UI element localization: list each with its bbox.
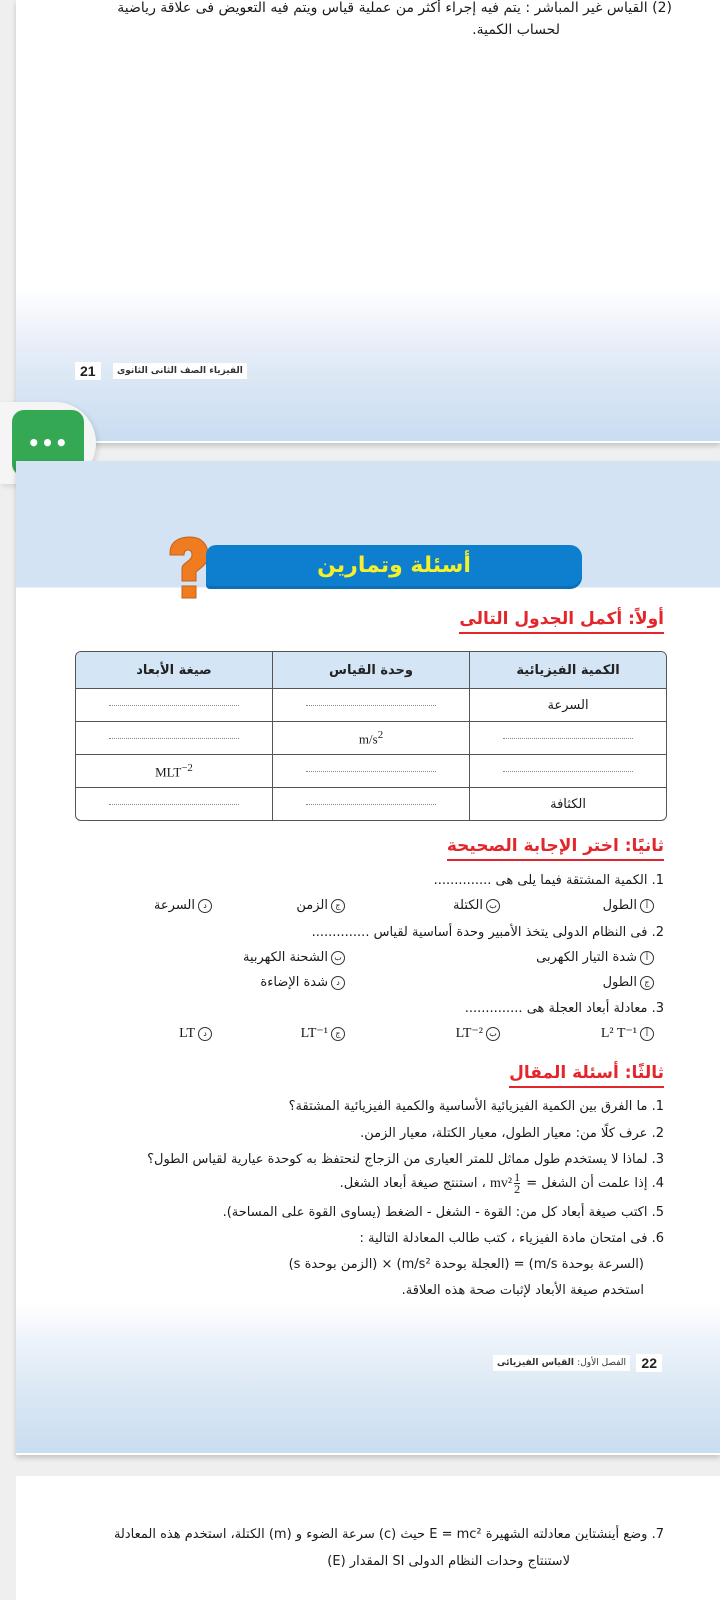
table-row <box>76 755 666 788</box>
mcq-option[interactable]: بالكتلة <box>453 897 500 915</box>
mcq-question: 1. الكمية المشتقة فيما يلى هى .............. <box>433 873 664 888</box>
page-21 <box>16 0 720 443</box>
table-row <box>76 722 666 755</box>
text-line: (2) القياس غير المباشر : يتم فيه إجراء أكثر من عملية قياس ويتم فيه التعويض فى علاقة رياضية <box>117 0 672 16</box>
table-cell: $m/s^2$ <box>272 722 469 755</box>
blank-cell <box>272 689 469 722</box>
table-header: صيغة الأبعاد <box>76 652 272 689</box>
page-footer-title: الفيزياء الصف الثانى الثانوى <box>113 363 247 379</box>
mcq-option[interactable]: جالزمن <box>296 897 345 915</box>
blank-cell <box>470 722 666 755</box>
essay-question: 1. ما الفرق بين الكمية الفيزيائية الأساسية والكمية الفيزيائية المشتقة؟ <box>288 1099 664 1114</box>
mcq-option[interactable]: بLT⁻² <box>456 1025 500 1043</box>
mcq-option[interactable]: بالشحنة الكهربية <box>243 949 345 967</box>
mcq-option[interactable]: دLT <box>179 1025 212 1043</box>
mcq-question: 3. معادلة أبعاد العجلة هى .............. <box>464 1001 664 1016</box>
more-dots-icon: ••• <box>27 431 69 455</box>
text-line: لحساب الكمية. <box>472 22 560 38</box>
table-row <box>76 689 666 722</box>
blank-cell <box>272 755 469 788</box>
mcq-option[interactable]: جالطول <box>603 974 654 992</box>
blank-cell <box>76 722 272 755</box>
essay-question: 5. اكتب صيغة أبعاد كل من: القوة - الشغل - الضغط (يساوى القوة على المساحة). <box>222 1205 664 1220</box>
mcq-option[interactable]: جLT⁻¹ <box>301 1025 345 1043</box>
table-cell: السرعة <box>470 689 666 722</box>
essay-question: 4. إذا علمت أن الشغل = $\frac{1}{2}$ mv² ، استنتج صيغة أبعاد الشغل. <box>339 1170 664 1196</box>
fraction: $\frac{1}{2}$ <box>514 1170 521 1196</box>
section-heading-choose: ثانيًا: اختر الإجابة الصحيحة <box>447 834 664 861</box>
table-header: وحدة القياس <box>272 652 469 689</box>
mcq-option[interactable]: دالسرعة <box>154 897 212 915</box>
question-mark-icon <box>164 535 212 601</box>
table-row <box>76 788 666 821</box>
essay-instruction: استخدم صيغة الأبعاد لإثبات صحة هذه العلاقة. <box>401 1283 644 1298</box>
page-number: 21 <box>75 362 101 380</box>
page-23 <box>16 1476 720 1600</box>
essay-question: 7. وضع أينشتاين معادلته الشهيرة E = mc² حيث (c) سرعة الضوء و (m) الكتلة، استخدم هذه المعادلة <box>113 1527 664 1542</box>
banner-title: أسئلة وتمارين <box>317 553 471 578</box>
mcq-option[interactable]: أL² T⁻¹ <box>601 1025 654 1043</box>
table-header: الكمية الفيزيائية <box>470 652 666 689</box>
essay-question: 3. لماذا لا يستخدم طول مماثل للمتر العيارى من الزجاج لنحتفظ به كوحدة عيارية لقياس الطول؟ <box>147 1152 664 1167</box>
essay-question: 2. عرف كلًا من: معيار الطول، معيار الكتلة، معيار الزمن. <box>360 1126 664 1141</box>
equation-line: (السرعة بوحدة m/s) = (العجلة بوحدة m/s²) × (الزمن بوحدة s) <box>288 1257 644 1272</box>
section-banner <box>206 545 582 589</box>
mcq-option[interactable]: دشدة الإضاءة <box>260 974 345 992</box>
blank-cell <box>76 689 272 722</box>
page-number: 22 <box>636 1354 662 1372</box>
mcq-option[interactable]: أشدة التيار الكهربى <box>536 949 654 967</box>
dimensions-table <box>75 651 667 821</box>
table-cell: الكثافة <box>470 788 666 821</box>
page-footer-title: الفصل الأول: القياس الفيزيائى <box>493 1355 630 1371</box>
table-header-row <box>76 652 666 689</box>
blank-cell <box>272 788 469 821</box>
page-22 <box>16 461 720 1455</box>
section-heading-complete-table: أولاً: أكمل الجدول التالى <box>459 607 664 634</box>
section-heading-essay: ثالثًا: أسئلة المقال <box>509 1061 664 1088</box>
mcq-question: 2. فى النظام الدولى يتخذ الأمبير وحدة أساسية لقياس .............. <box>311 925 664 940</box>
blank-cell <box>76 788 272 821</box>
blank-cell <box>470 755 666 788</box>
essay-question-continued: لاستنتاج وحدات النظام الدولى SI المقدار (E) <box>327 1554 570 1569</box>
table-cell: $MLT^{-2}$ <box>76 755 272 788</box>
essay-question: 6. فى امتحان مادة الفيزياء ، كتب طالب المعادلة التالية : <box>359 1231 664 1246</box>
mcq-option[interactable]: أالطول <box>603 897 654 915</box>
